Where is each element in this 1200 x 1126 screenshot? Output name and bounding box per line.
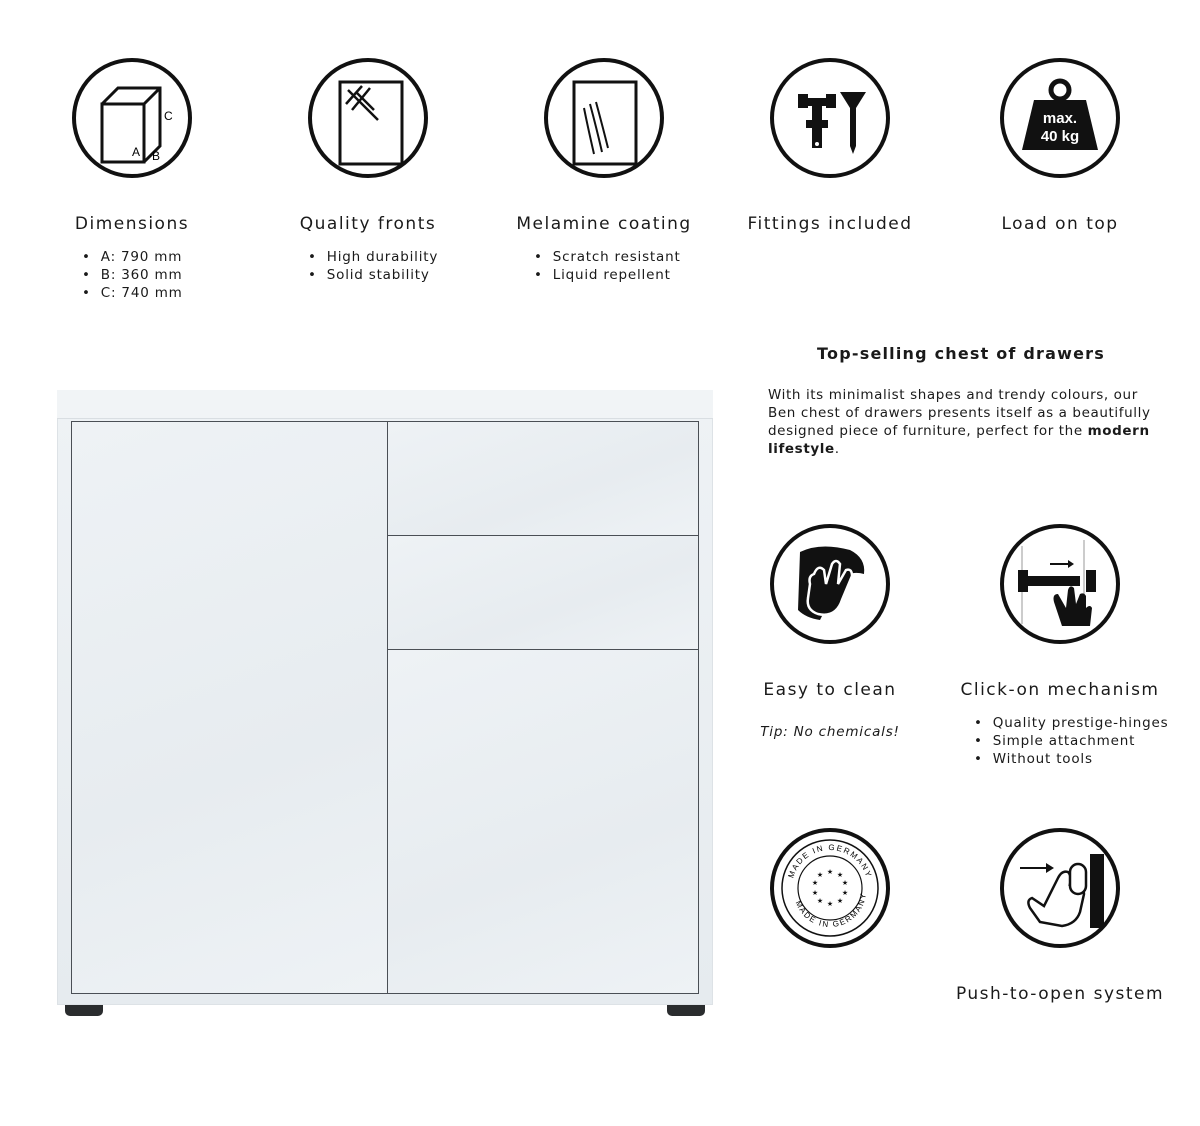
feature-load-on-top	[950, 58, 1170, 234]
cabinet-drawer-middle	[387, 535, 699, 650]
cabinet-top	[57, 390, 713, 419]
feature-push-to-open	[950, 828, 1170, 1004]
feature-bullets	[534, 248, 714, 284]
feature-title: Fittings included	[747, 214, 913, 234]
feature-tip: Tip: No chemicals!	[760, 724, 900, 740]
fittings-icon	[770, 58, 890, 178]
melamine-coating-icon	[544, 58, 664, 178]
svg-text:★: ★	[816, 897, 824, 905]
feature-title: Click-on mechanism	[960, 680, 1160, 700]
intro-body-bold: modern lifestyle	[768, 423, 1150, 457]
cabinet-left-door	[71, 421, 388, 994]
feature-click-on	[950, 524, 1170, 768]
cube-label-a: A	[132, 145, 141, 159]
svg-text:MADE IN GERMANY	[794, 892, 868, 930]
feature-title: Easy to clean	[763, 680, 897, 700]
weight-label-max: max.	[1042, 110, 1078, 127]
cabinet-right-door	[387, 649, 699, 994]
feature-fittings	[720, 58, 940, 234]
svg-text:★: ★	[826, 900, 834, 908]
weight-icon	[1000, 58, 1120, 178]
dimensions-cube-icon	[72, 58, 192, 178]
feature-title: Load on top	[1001, 214, 1119, 234]
feature-bullets	[308, 248, 478, 284]
feature-title: Push-to-open system	[955, 984, 1165, 1004]
feature-title: Quality fronts	[299, 214, 437, 234]
bullet: • B: 360 mm	[82, 266, 242, 284]
svg-text:★: ★	[836, 897, 844, 905]
intro-title: Top-selling chest of drawers	[817, 344, 1105, 363]
seal-text-bottom: MADE IN GERMANY	[793, 891, 869, 930]
bullet: • Without tools	[974, 750, 1170, 768]
push-to-open-icon	[1000, 828, 1120, 948]
svg-text:★: ★	[836, 871, 844, 879]
cabinet-foot-left	[65, 1005, 103, 1016]
feature-quality-fronts	[258, 58, 478, 284]
bullet: • Quality prestige-hinges	[974, 714, 1170, 732]
feature-bullets	[974, 714, 1170, 768]
weight-label-kg: 40 kg	[1040, 128, 1080, 145]
bullet: • High durability	[308, 248, 478, 266]
bullet: • Liquid repellent	[534, 266, 714, 284]
svg-text:★: ★	[826, 868, 834, 876]
bullet: • Solid stability	[308, 266, 478, 284]
easy-clean-icon	[770, 524, 890, 644]
made-in-germany-icon	[770, 828, 890, 948]
feature-melamine-coating	[494, 58, 714, 284]
intro-body-text: With its minimalist shapes and trendy colours, our Ben chest of drawers presents itself as a beautifully designed piece of furniture, perfect for the	[768, 387, 1151, 439]
cabinet-foot-right	[667, 1005, 705, 1016]
svg-text:★: ★	[811, 889, 819, 897]
feature-dimensions	[22, 58, 242, 302]
svg-text:★: ★	[841, 879, 849, 887]
bullet: • Simple attachment	[974, 732, 1170, 750]
feature-easy-clean	[720, 524, 940, 740]
quality-fronts-icon	[308, 58, 428, 178]
svg-text:★: ★	[811, 879, 819, 887]
svg-text:★: ★	[841, 889, 849, 897]
feature-made-in-germany	[720, 828, 940, 948]
feature-title: Dimensions	[74, 214, 190, 234]
cube-label-b: B	[152, 149, 161, 163]
feature-bullets	[82, 248, 242, 302]
cube-label-c: C	[164, 109, 173, 123]
svg-text:★: ★	[816, 871, 824, 879]
cabinet-drawer-top	[387, 421, 699, 536]
bullet: • Scratch resistant	[534, 248, 714, 266]
chest-of-drawers-image	[57, 390, 713, 1020]
seal-text-top: MADE IN GERMANY	[786, 842, 874, 880]
bullet: • A: 790 mm	[82, 248, 242, 266]
feature-title: Melamine coating	[516, 214, 692, 234]
intro-body-end: .	[834, 441, 840, 457]
bullet: • C: 740 mm	[82, 284, 242, 302]
click-on-hinge-icon	[1000, 524, 1120, 644]
intro-body	[768, 386, 1168, 458]
